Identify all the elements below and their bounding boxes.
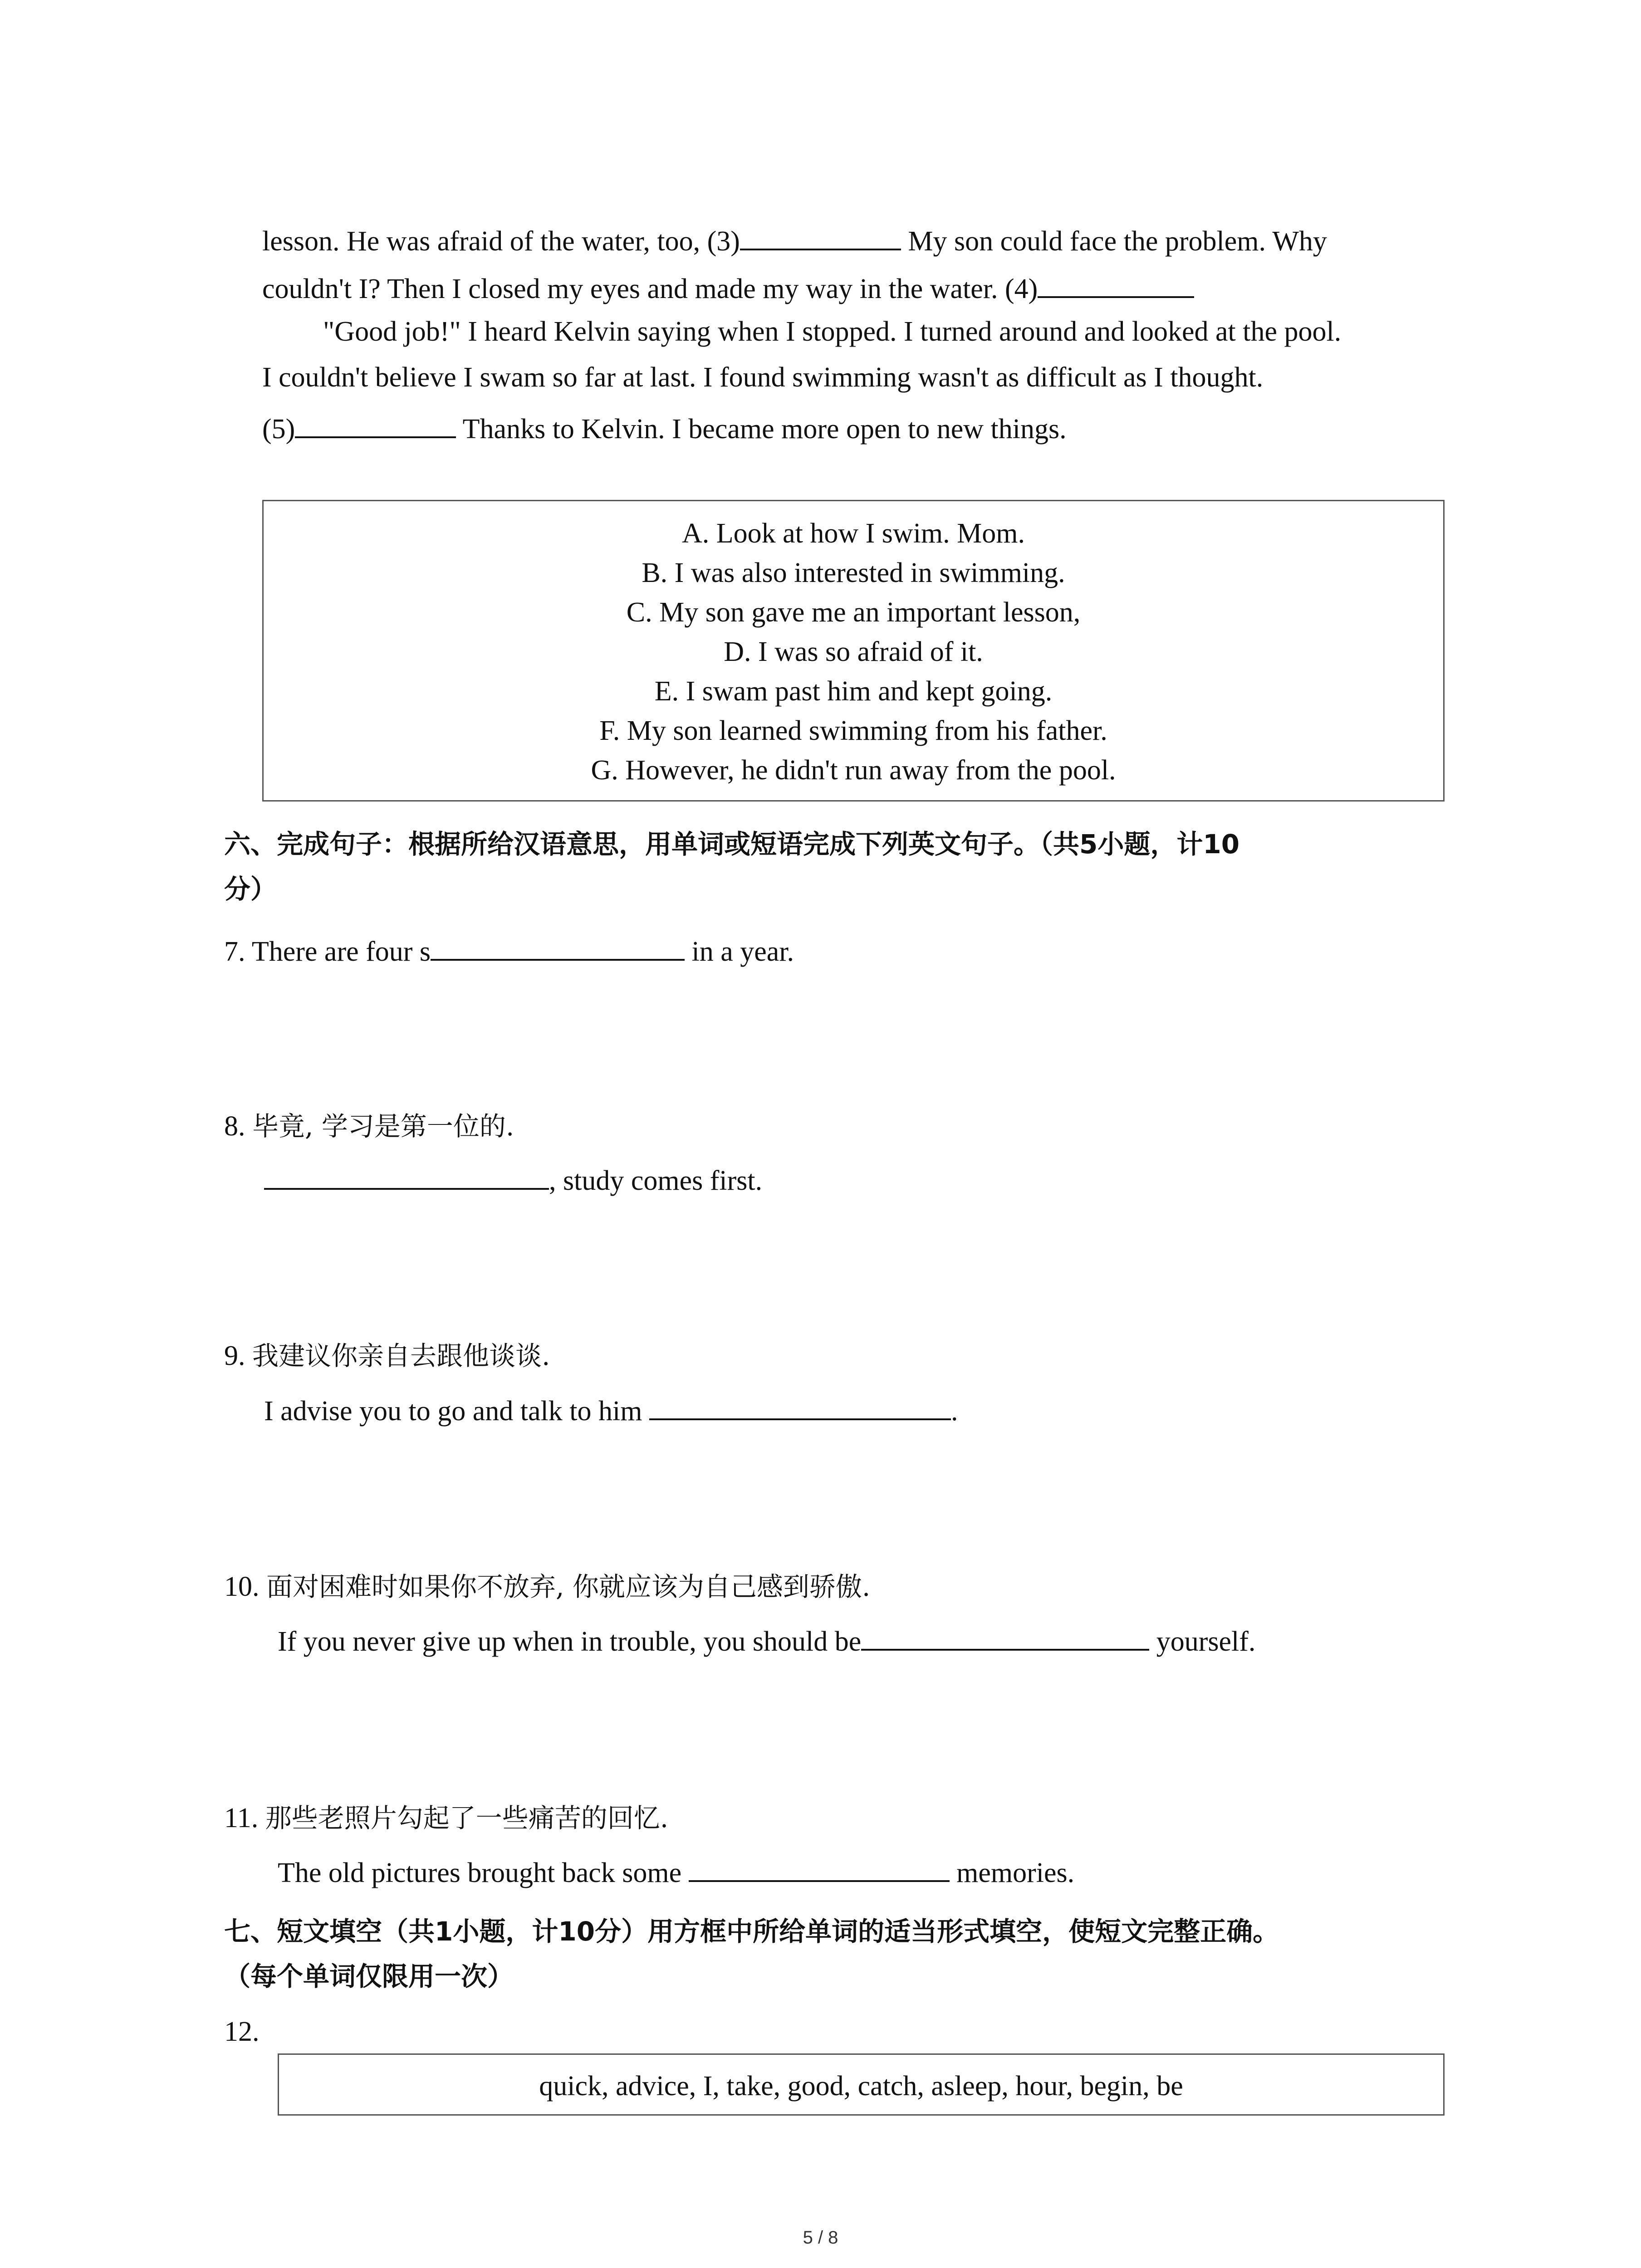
option-c: C. My son gave me an important lesson, <box>626 597 1081 628</box>
passage-line-5: (5) Thanks to Kelvin. I became more open to new things. <box>262 414 1067 445</box>
q8-answer-blank[interactable] <box>264 1164 549 1190</box>
question-10-answer-line: If you never give up when in trouble, you should be yourself. <box>278 1626 1256 1657</box>
passage-line-3: "Good job!" I heard Kelvin saying when I stopped. I turned around and looked at the pool. <box>323 316 1342 347</box>
blank-5[interactable] <box>295 413 456 438</box>
options-box <box>262 500 1445 802</box>
option-g: G. However, he didn't run away from the pool. <box>591 755 1116 786</box>
q7-answer-blank[interactable] <box>431 935 685 961</box>
question-8-prompt: 8. 毕竟, 学习是第一位的. <box>224 1111 514 1142</box>
section-6-heading-line-2: 分） <box>224 874 277 904</box>
option-e: E. I swam past him and kept going. <box>654 676 1053 707</box>
page-number: 5 / 8 <box>803 2228 838 2248</box>
option-a: A. Look at how I swim. Mom. <box>681 518 1025 549</box>
question-11-answer-line: The old pictures brought back some memories. <box>278 1857 1075 1888</box>
question-8-answer-line: , study comes first. <box>264 1164 762 1195</box>
q9-answer-blank[interactable] <box>649 1395 951 1420</box>
option-d: D. I was so afraid of it. <box>724 636 983 667</box>
q10-answer-blank[interactable] <box>861 1625 1149 1651</box>
question-9-prompt: 9. 我建议你亲自去跟他谈谈. <box>224 1340 550 1371</box>
option-b: B. I was also interested in swimming. <box>642 557 1065 588</box>
question-7: 7. There are four s in a year. <box>224 936 794 967</box>
word-bank-words: quick, advice, I, take, good, catch, asleep, hour, begin, be <box>539 2071 1183 2102</box>
blank-3[interactable] <box>740 225 901 250</box>
word-bank-box <box>278 2053 1445 2116</box>
question-12-number: 12. <box>224 2016 260 2047</box>
blank-4[interactable] <box>1038 273 1194 298</box>
section-7-heading-line-2: （每个单词仅限用一次） <box>224 1961 514 1992</box>
q11-answer-blank[interactable] <box>689 1857 950 1882</box>
passage-line-4: I couldn't believe I swam so far at last. I found swimming wasn't as difficult as I thought. <box>262 362 1264 393</box>
question-9-answer-line: I advise you to go and talk to him . <box>264 1396 958 1427</box>
passage-line-1: lesson. He was afraid of the water, too, (3) My son could face the problem. Why <box>262 226 1327 257</box>
question-10-prompt: 10. 面对困难时如果你不放弃, 你就应该为自己感到骄傲. <box>224 1571 871 1602</box>
section-6-heading-line-1: 六、完成句子：根据所给汉语意思，用单词或短语完成下列英文句子。（共5小题，计10 <box>224 829 1240 860</box>
question-11-prompt: 11. 那些老照片勾起了一些痛苦的回忆. <box>224 1803 669 1833</box>
section-7-heading-line-1: 七、短文填空（共1小题，计10分）用方框中所给单词的适当形式填空，使短文完整正确。 <box>224 1916 1279 1947</box>
passage-line-2: couldn't I? Then I closed my eyes and made my way in the water. (4) <box>262 273 1194 303</box>
option-f: F. My son learned swimming from his father. <box>599 715 1107 746</box>
